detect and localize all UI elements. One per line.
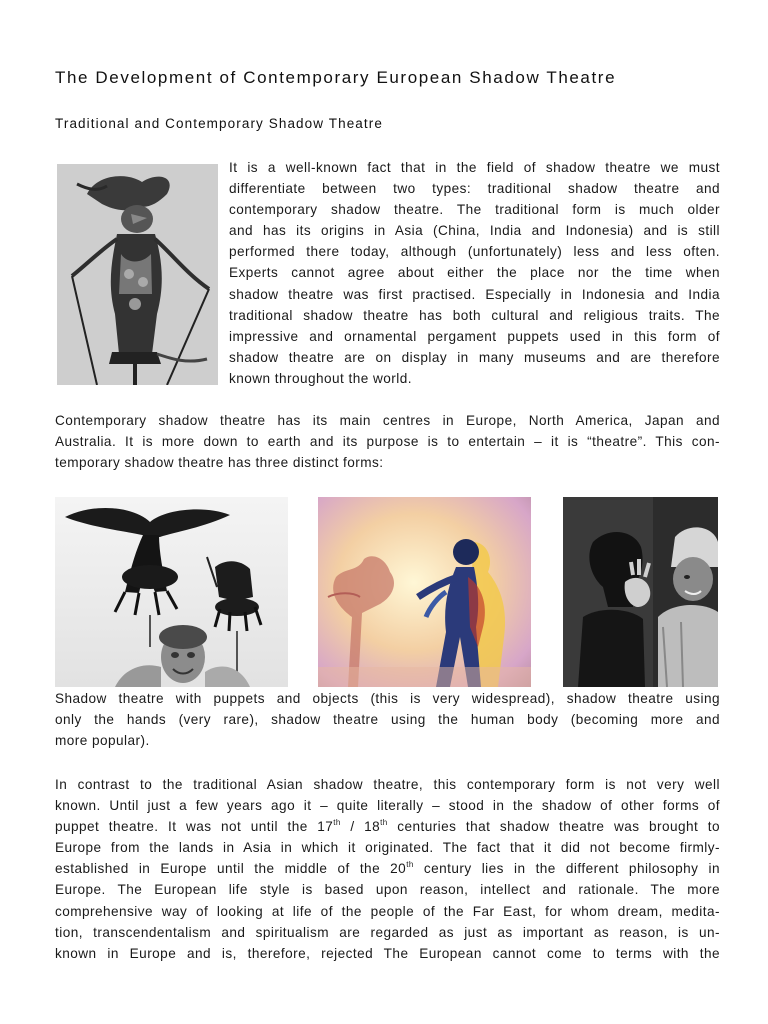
text-fragment: century lies in the different philosophy in bbox=[413, 861, 721, 877]
text-fragment: puppet theatre. It was not until the 17 bbox=[55, 819, 334, 835]
hand-shadow-photo bbox=[563, 497, 718, 687]
text-fragment: / 18 bbox=[340, 819, 381, 835]
ordinal-suffix: th bbox=[406, 860, 414, 870]
ordinal-suffix: th bbox=[380, 818, 388, 828]
text-line: comprehensive way of looking at life of the people of the Far East, for whom dream, medita- bbox=[55, 903, 720, 919]
text-line: Australia. It is more down to earth and its purpose is to entertain – it is “theatre”. This con- bbox=[55, 434, 720, 450]
text-line: differentiate between two types: traditional shadow theatre and bbox=[229, 181, 720, 197]
section-title: Traditional and Contemporary Shadow Theatre bbox=[55, 116, 383, 131]
text-line: Contemporary shadow theatre has its main centres in Europe, North America, Japan and bbox=[55, 413, 720, 428]
body-shadow-photo bbox=[318, 497, 531, 687]
text-fragment: centuries that shadow theatre was brought to bbox=[387, 819, 721, 835]
text-line: known. Until just a few years ago it – quite literally – stood in the shadow of other forms of bbox=[55, 798, 720, 814]
text-line bbox=[55, 816, 720, 837]
text-line: Europe. The European life style is based upon reason, intellect and rationale. The more bbox=[55, 882, 720, 898]
text-line: It is a well-known fact that in the field of shadow theatre we must bbox=[229, 160, 720, 175]
contemporary-paragraph bbox=[55, 410, 720, 473]
text-line: shadow theatre was first practised. Especially in Indonesia and India bbox=[229, 286, 720, 302]
ordinal-suffix: th bbox=[333, 818, 341, 828]
text-line bbox=[55, 858, 720, 879]
text-line: performed there today, although (unfortunately) less and less often. bbox=[229, 244, 720, 260]
text-line: Europe from the lands in Asia in which it originated. The fact that it did not become firmly- bbox=[55, 840, 720, 856]
page-title: The Development of Contemporary European Shadow Theatre bbox=[55, 68, 617, 87]
text-line: and has its origins in Asia (China, India and Indonesia) and is still bbox=[229, 223, 720, 239]
text-fragment: established in Europe until the middle of the 20 bbox=[55, 861, 407, 877]
text-line: Experts cannot agree about either the place nor the time when bbox=[229, 265, 720, 281]
contrast-paragraph bbox=[55, 774, 720, 964]
intro-paragraph bbox=[229, 157, 720, 389]
text-line: impressive and ornamental pergament puppets used in this form of bbox=[229, 328, 720, 344]
text-line: known in Europe and is, therefore, rejected The European cannot come to terms with the bbox=[55, 945, 720, 961]
text-line: shadow theatre are on display in many museums and are therefore bbox=[229, 349, 720, 365]
puppet-shadow-photo bbox=[55, 497, 288, 687]
photo-caption-paragraph bbox=[55, 688, 720, 751]
text-line: known throughout the world. bbox=[229, 370, 412, 386]
text-line: contemporary shadow theatre. The traditional form is much older bbox=[229, 202, 720, 218]
text-line: tion, transcendentalism and spiritualism are regarded as just as important as reason, is un- bbox=[55, 924, 720, 940]
text-line: temporary shadow theatre has three distinct forms: bbox=[55, 455, 384, 471]
wayang-puppet-photo bbox=[57, 164, 218, 385]
text-line: more popular). bbox=[55, 733, 150, 749]
text-line: only the hands (very rare), shadow theatre using the human body (becoming more and bbox=[55, 712, 720, 728]
text-line: Shadow theatre with puppets and objects (this is very widespread), shadow theatre using bbox=[55, 691, 720, 706]
text-line: traditional shadow theatre has both cultural and religious traits. The bbox=[229, 307, 720, 323]
text-line: In contrast to the traditional Asian shadow theatre, this contemporary form is not very well bbox=[55, 777, 720, 792]
